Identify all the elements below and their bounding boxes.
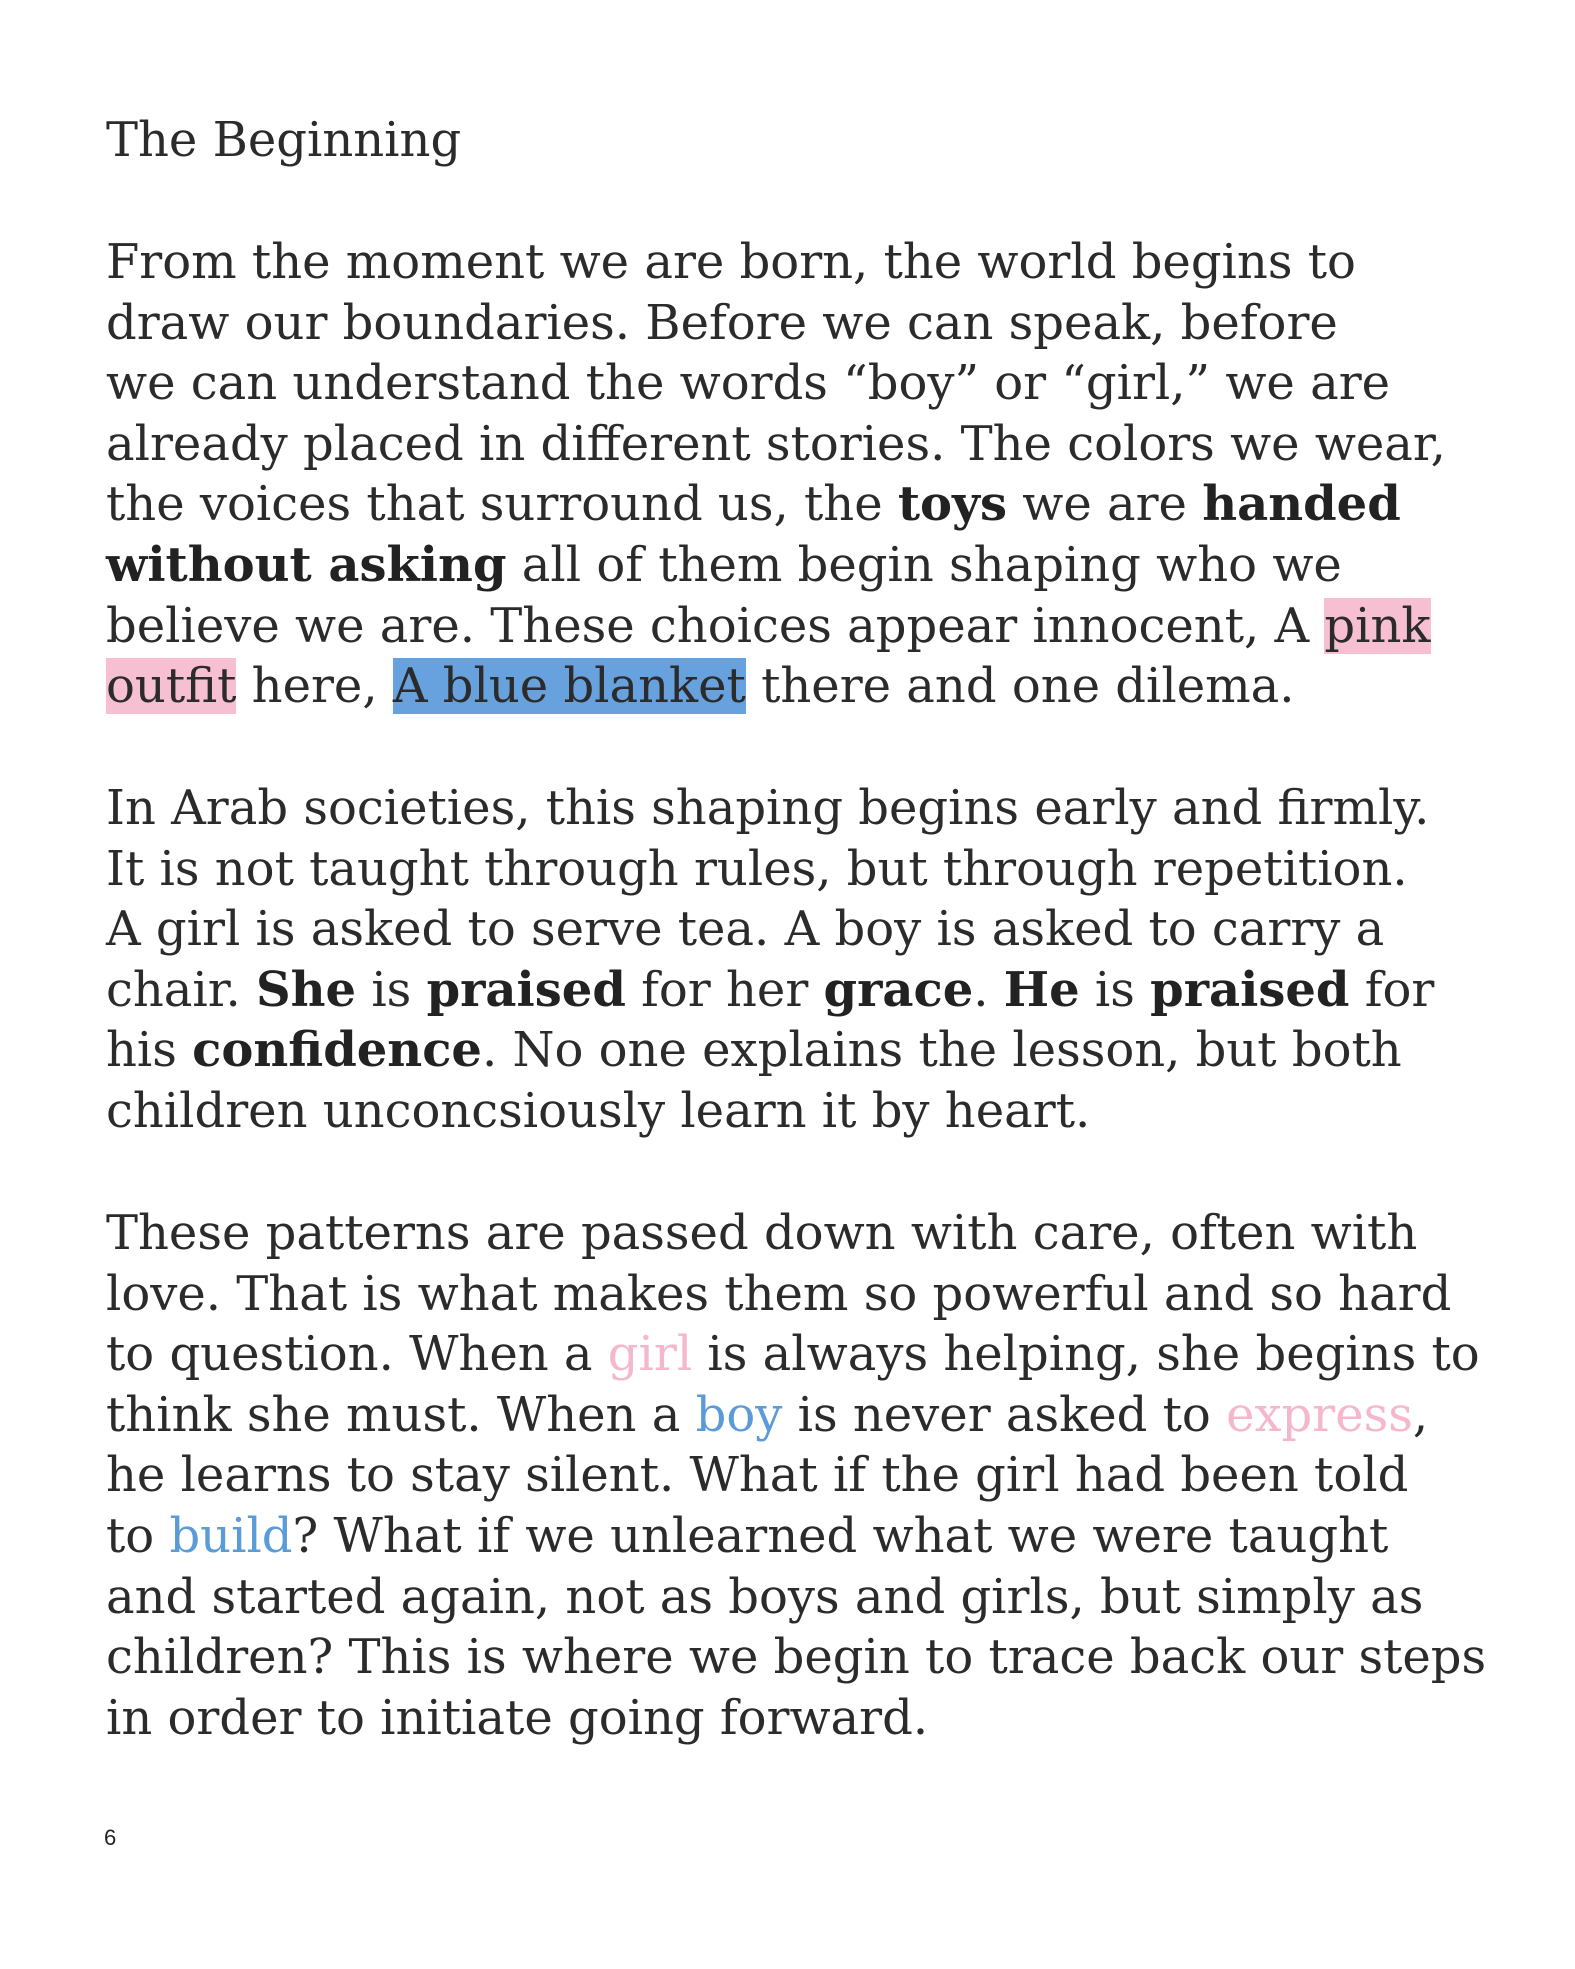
bold-word: confidence xyxy=(192,1022,482,1079)
text-fragment: is xyxy=(356,961,427,1018)
blue-word: boy xyxy=(695,1386,783,1443)
text-line: love. That is what makes them so powerful and so hard xyxy=(106,1265,1452,1322)
text-fragment: there and one dilema. xyxy=(745,658,1295,715)
text-line: the voices that surround us, the xyxy=(106,476,898,533)
bold-word: She xyxy=(255,961,357,1018)
text-fragment: chair. xyxy=(106,961,256,1018)
text-line: already placed in different stories. The colors we wear, xyxy=(106,415,1446,472)
paragraph-2 xyxy=(106,778,1506,1142)
bold-word: toys xyxy=(897,476,1007,533)
text-fragment: for xyxy=(1349,961,1435,1018)
text-line: From the moment we are born, the world begins to xyxy=(106,234,1356,290)
page-title: The Beginning xyxy=(106,112,462,168)
bold-word: handed xyxy=(1202,476,1401,533)
text-line: believe we are. These choices appear innocent, A xyxy=(106,597,1325,654)
text-line: in order to initiate going forward. xyxy=(106,1689,929,1746)
text-fragment: we are xyxy=(1006,476,1203,533)
text-line: children? This is where we begin to trace back our steps xyxy=(106,1629,1487,1686)
text-line: These patterns are passed down with care, often with xyxy=(106,1205,1418,1261)
bold-word: praised xyxy=(1150,961,1350,1018)
bold-word: grace xyxy=(823,961,974,1018)
text-line: In Arab societies, this shaping begins early and firmly. xyxy=(106,780,1430,836)
text-fragment: here, xyxy=(236,658,393,715)
text-line: It is not taught through rules, but through repetition. xyxy=(106,840,1408,897)
text-fragment: . xyxy=(973,961,1004,1018)
text-line: and started again, not as boys and girls, but simply as xyxy=(106,1568,1424,1625)
text-fragment: to question. When a xyxy=(106,1326,608,1383)
text-fragment: ? What if we unlearned what we were taught xyxy=(292,1507,1389,1564)
bold-word: praised xyxy=(426,961,626,1018)
text-line: draw our boundaries. Before we can speak, before xyxy=(106,294,1338,351)
blue-highlight: A blue blanket xyxy=(392,658,746,715)
text-fragment: his xyxy=(106,1022,193,1079)
text-line: we can understand the words “boy” or “girl,” we are xyxy=(106,355,1391,412)
text-line: A girl is asked to serve tea. A boy is asked to carry a xyxy=(106,901,1385,958)
page-number: 6 xyxy=(104,1825,117,1850)
blue-word: build xyxy=(169,1507,293,1564)
bold-word: He xyxy=(1003,961,1080,1018)
text-line: he learns to stay silent. What if the girl had been told xyxy=(106,1447,1409,1504)
text-fragment: , xyxy=(1412,1386,1429,1443)
paragraph-3 xyxy=(106,1203,1506,1748)
text-fragment: is always helping, she begins to xyxy=(692,1326,1480,1383)
text-fragment: . No one explains the lesson, but both xyxy=(481,1022,1402,1079)
pink-highlight: outfit xyxy=(106,658,237,715)
pink-highlight: pink xyxy=(1324,597,1431,654)
pink-word: girl xyxy=(607,1326,693,1383)
text-fragment: for her xyxy=(625,961,824,1018)
bold-phrase: without asking xyxy=(106,536,507,593)
text-fragment: all of them begin shaping who we xyxy=(506,536,1342,593)
text-fragment: to xyxy=(106,1507,170,1564)
text-fragment: is never asked to xyxy=(782,1386,1227,1443)
text-fragment: think she must. When a xyxy=(106,1386,696,1443)
text-line: children unconcsiously learn it by heart. xyxy=(106,1082,1091,1139)
pink-word: express xyxy=(1226,1386,1413,1443)
text-fragment: is xyxy=(1079,961,1151,1018)
paragraph-1 xyxy=(106,232,1506,717)
